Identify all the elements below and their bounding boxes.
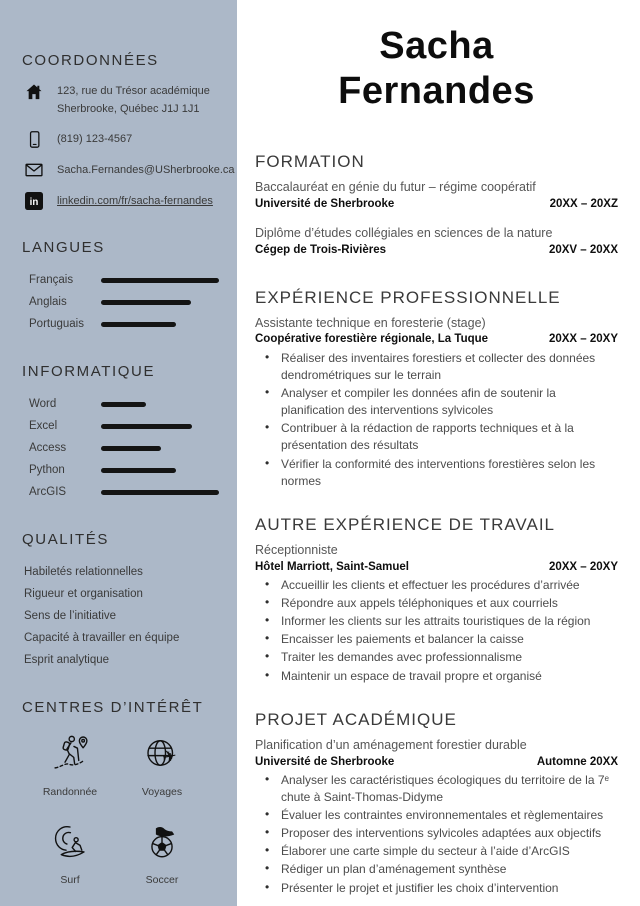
- address-line2: Sherbrooke, Québec J1J 1J1: [57, 103, 200, 116]
- degree: Diplôme d’études collégiales en sciences de la nature: [255, 225, 553, 240]
- autre-experience-entry: [255, 542, 618, 685]
- language-row: [22, 269, 219, 291]
- linkedin-link[interactable]: linkedin.com/fr/sacha-fernandes: [57, 195, 213, 208]
- bullet-item: • Analyser les caractéristiques écologiques du territoire de la 7ᵉ chute à Saint-Thomas-Didyme: [255, 772, 618, 806]
- section-langues: [22, 239, 219, 335]
- software-level-bar: [101, 468, 176, 473]
- autre-experience-bullets: [255, 577, 618, 685]
- entry-head: [255, 196, 618, 212]
- address-row: [22, 82, 219, 118]
- interest-label: Surf: [60, 874, 80, 887]
- bullet-item: • Présenter le projet et justifier les choix d’intervention: [255, 880, 618, 897]
- language-level-bar: [101, 278, 219, 283]
- degree: Baccalauréat en génie du futur – régime coopératif: [255, 179, 536, 194]
- bullet-item: • Rédiger un plan d’aménagement synthèse: [255, 861, 618, 878]
- coordonnees-title: COORDONNÉES: [22, 52, 159, 69]
- interest-label: Voyages: [141, 786, 183, 799]
- bullet-item: • Élaborer une carte simple du secteur à l’aide d’ArcGIS: [255, 843, 618, 860]
- entry-head: [255, 754, 618, 770]
- main-column: [237, 0, 640, 906]
- interest-soccer: [141, 820, 183, 886]
- entry-head: [255, 331, 618, 347]
- experience-bullets: [255, 350, 618, 490]
- surf-icon: [49, 820, 91, 867]
- bullet-item: • Informer les clients sur les attraits touristiques de la région: [255, 613, 618, 630]
- page-title: [255, 24, 618, 114]
- project-name: Planification d’un aménagement forestier durable: [255, 737, 527, 752]
- section-informatique: [22, 363, 219, 503]
- informatique-title: INFORMATIQUE: [22, 363, 156, 381]
- bullet-item: • Évaluer les contraintes environnementales et règlementaires: [255, 807, 618, 824]
- mail-icon: [24, 160, 44, 180]
- experience-title: EXPÉRIENCE PROFESSIONNELLE: [255, 287, 561, 307]
- institution: Université de Sherbrooke: [255, 197, 395, 210]
- dates: 20XX – 20XY: [548, 560, 618, 573]
- phone-icon: [24, 129, 44, 149]
- software-level-bar: [101, 490, 219, 495]
- projet-title: PROJET ACADÉMIQUE: [255, 709, 457, 729]
- employer: Coopérative forestière régionale, La Tuque: [255, 333, 489, 346]
- software-row: [22, 393, 219, 415]
- experience-entry: [255, 315, 618, 490]
- linkedin-row: [22, 191, 219, 211]
- bullet-item: • Maintenir un espace de travail propre et organisé: [255, 668, 618, 685]
- interets-title: CENTRES D’INTÉRÊT: [22, 699, 204, 717]
- bullet-item: • Réaliser des inventaires forestiers et collecter des données dendrométriques sur le terrain: [255, 350, 618, 384]
- institution: Cégep de Trois-Rivières: [255, 243, 387, 256]
- phone-number: (819) 123-4567: [57, 133, 133, 146]
- dates: Automne 20XX: [536, 755, 618, 768]
- entry-head: [255, 242, 618, 258]
- interest-randonnee: [43, 732, 97, 798]
- address-line1: 123, rue du Trésor académique: [57, 85, 210, 97]
- software-label: Excel: [29, 420, 58, 433]
- bullet-item: • Répondre aux appels téléphoniques et aux courriels: [255, 595, 618, 612]
- formation-entry: [255, 225, 618, 258]
- language-row: [22, 313, 219, 335]
- svg-text:✈: ✈: [160, 746, 179, 770]
- interest-label: Randonnée: [42, 786, 98, 799]
- address-text: [57, 82, 210, 118]
- langues-title: LANGUES: [22, 239, 105, 257]
- section-projet: [255, 710, 618, 897]
- quality-item: Sens de l’initiative: [24, 610, 117, 623]
- institution: Université de Sherbrooke: [255, 755, 395, 768]
- home-icon: [24, 82, 44, 102]
- formation-title: FORMATION: [255, 151, 365, 171]
- section-formation: [255, 152, 618, 258]
- projet-entry: [255, 737, 618, 897]
- last-name: Fernandes: [338, 69, 535, 112]
- software-label: Word: [29, 398, 57, 411]
- language-level-bar: [101, 300, 191, 305]
- quality-item: Esprit analytique: [24, 654, 110, 667]
- bullet-item: • Traiter les demandes avec professionnalisme: [255, 649, 618, 666]
- email-row: [22, 160, 235, 180]
- software-row: [22, 459, 219, 481]
- software-row: [22, 481, 219, 503]
- software-level-bar: [101, 402, 146, 407]
- language-label: Portuguais: [29, 318, 84, 331]
- bullet-item: • Vérifier la conformité des interventions forestières selon les normes: [255, 456, 618, 490]
- bullet-item: • Accueillir les clients et effectuer les procédures d’arrivée: [255, 577, 618, 594]
- autre-experience-title: AUTRE EXPÉRIENCE DE TRAVAIL: [255, 514, 556, 534]
- language-label: Anglais: [29, 296, 67, 309]
- software-level-bar: [101, 424, 192, 429]
- bullet-item: • Proposer des interventions sylvicoles adaptées aux objectifs: [255, 825, 618, 842]
- software-label: Python: [29, 464, 65, 477]
- language-level-bar: [101, 322, 176, 327]
- language-label: Français: [29, 274, 74, 287]
- quality-item: Habiletés relationnelles: [24, 566, 143, 579]
- hiking-icon: [49, 732, 91, 779]
- employer: Hôtel Marriott, Saint-Samuel: [255, 560, 409, 573]
- section-autre-experience: [255, 515, 618, 685]
- interest-surf: [49, 820, 91, 886]
- formation-entry: [255, 179, 618, 212]
- interest-grid: [24, 732, 219, 886]
- projet-bullets: [255, 772, 618, 897]
- first-name: Sacha: [379, 25, 494, 67]
- job-role: Réceptionniste: [255, 542, 338, 557]
- qualites-title: QUALITÉS: [22, 531, 109, 549]
- software-label: Access: [29, 442, 67, 455]
- phone-row: [22, 129, 219, 149]
- bullet-item: • Encaisser les paiements et balancer la caisse: [255, 631, 618, 648]
- quality-item: Rigueur et organisation: [24, 588, 143, 601]
- svg-text:in: in: [29, 197, 39, 209]
- linkedin-icon: [24, 191, 44, 211]
- quality-item: Capacité à travailler en équipe: [24, 632, 180, 645]
- dates: 20XV – 20XX: [548, 243, 618, 256]
- software-level-bar: [101, 446, 161, 451]
- soccer-icon: [141, 820, 183, 867]
- section-qualites: [22, 531, 219, 671]
- travel-icon: [141, 732, 183, 779]
- software-label: ArcGIS: [29, 486, 67, 499]
- dates: 20XX – 20XZ: [549, 197, 618, 210]
- section-experience: [255, 288, 618, 490]
- dates: 20XX – 20XY: [548, 333, 618, 346]
- software-row: [22, 437, 219, 459]
- email-address: Sacha.Fernandes@USherbrooke.ca: [57, 164, 235, 177]
- bullet-item: • Analyser et compiler les données afin de soutenir la planification des interventions sylvicoles: [255, 385, 618, 419]
- entry-head: [255, 559, 618, 575]
- interest-voyages: [141, 732, 183, 798]
- section-interets: [22, 699, 219, 886]
- software-row: [22, 415, 219, 437]
- sidebar: [0, 0, 237, 906]
- section-coordonnees: [22, 52, 235, 211]
- job-role: Assistante technique en foresterie (stage): [255, 315, 486, 330]
- bullet-item: • Contribuer à la rédaction de rapports techniques et à la présentation des résultats: [255, 420, 618, 454]
- interest-label: Soccer: [145, 874, 179, 887]
- language-row: [22, 291, 219, 313]
